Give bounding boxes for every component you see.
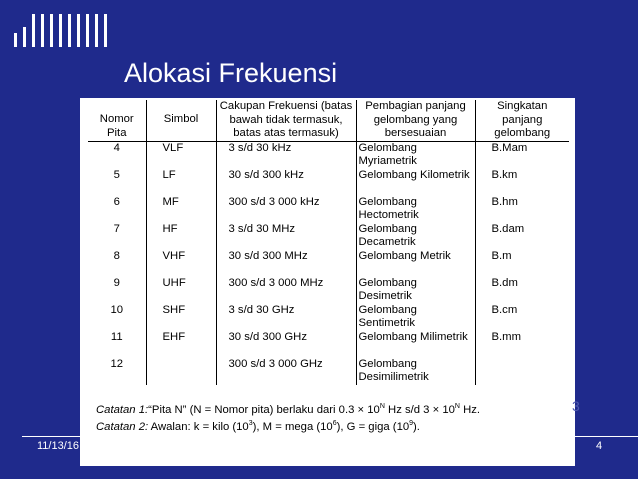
cell-simbol: [146, 358, 216, 385]
cell-nomor: 4: [113, 141, 120, 154]
cell-cakupan: 3 s/d 30 MHz: [216, 223, 356, 250]
decorative-bars: [14, 14, 107, 47]
note-1-sup: N: [454, 403, 460, 410]
cell-pembagian: Gelombang Sentimetrik: [356, 304, 475, 331]
header-simbol: Simbol: [146, 100, 216, 141]
header-pembagian: Pembagian panjang gelombang yang bersesuaian: [356, 100, 475, 141]
cell-singkatan: B.hm: [475, 196, 569, 223]
cell-pembagian: Gelombang Hectometrik: [356, 196, 475, 223]
footer-rule: [22, 436, 638, 437]
cell-singkatan: B.m: [475, 250, 569, 277]
note-1-text: Hz.: [459, 403, 481, 416]
cell-cakupan: 3 s/d 30 kHz: [216, 141, 356, 169]
note-1-text: Hz s/d 3 × 10: [384, 403, 455, 416]
cell-simbol: UHF: [146, 277, 216, 304]
note-2-text: ).: [413, 421, 420, 434]
cell-simbol: VHF: [146, 250, 216, 277]
cell-nomor: 5: [113, 168, 120, 181]
table-header-row: [88, 100, 569, 141]
cell-cakupan: 300 s/d 3 000 MHz: [216, 277, 356, 304]
cell-pembagian: Gelombang Myriametrik: [356, 141, 475, 169]
table-row: [88, 196, 569, 223]
cell-cakupan: 3 s/d 30 GHz: [216, 304, 356, 331]
cell-nomor: 7: [113, 222, 120, 235]
cell-pembagian: Gelombang Decametrik: [356, 223, 475, 250]
header-cakupan: Cakupan Frekuensi (batas bawah tidak termasuk, batas atas termasuk): [216, 100, 356, 141]
footer-date: 11/13/16: [37, 440, 80, 452]
table-row: [88, 304, 569, 331]
note-1-label: Catatan 1:: [96, 403, 149, 416]
slide-title: Alokasi Frekuensi: [124, 58, 338, 88]
cell-nomor: 12: [110, 357, 124, 370]
cell-nomor: 10: [110, 303, 124, 316]
note-1-sup: N: [379, 403, 385, 410]
cell-pembagian: Gelombang Kilometrik: [356, 169, 475, 196]
note-1: [96, 400, 562, 417]
cell-singkatan: B.dam: [475, 223, 569, 250]
table-row: [88, 331, 569, 358]
note-2-text: Awalan: k = kilo (10: [148, 421, 249, 434]
cell-simbol: VLF: [146, 141, 216, 169]
cell-singkatan: B.dm: [475, 277, 569, 304]
cell-singkatan: B.Mam: [475, 141, 569, 169]
cell-simbol: LF: [146, 169, 216, 196]
cell-simbol: HF: [146, 223, 216, 250]
table-row: [88, 277, 569, 304]
cell-cakupan: 30 s/d 300 GHz: [216, 331, 356, 358]
note-2-sup: 9: [409, 420, 414, 428]
cell-pembagian: Gelombang Metrik: [356, 250, 475, 277]
cell-singkatan: [475, 358, 569, 385]
header-nomor: Nomor Pita: [88, 100, 146, 141]
cell-cakupan: 30 s/d 300 kHz: [216, 169, 356, 196]
note-2-text: ), G = giga (10: [336, 421, 410, 434]
cell-singkatan: B.mm: [475, 331, 569, 358]
cell-pembagian: Gelombang Milimetrik: [356, 331, 475, 358]
table-row: [88, 250, 569, 277]
cell-nomor: 9: [113, 276, 120, 289]
cell-simbol: SHF: [146, 304, 216, 331]
page-number: 4: [596, 440, 603, 452]
cell-simbol: MF: [146, 196, 216, 223]
cell-nomor: 6: [113, 195, 120, 208]
note-2-text: ), M = mega (10: [252, 421, 333, 434]
table-row: [88, 223, 569, 250]
header-singkatan: Singkatan panjang gelombang: [475, 100, 569, 141]
cell-nomor: 8: [113, 249, 120, 262]
frequency-table: [88, 100, 569, 385]
note-1-text: “Pita N” (N = Nomor pita) berlaku dari 0.3 × 10: [148, 403, 380, 416]
cell-pembagian: Gelombang Desimilimetrik: [356, 358, 475, 385]
cell-cakupan: 300 s/d 3 000 kHz: [216, 196, 356, 223]
note-2-sup: 6: [332, 420, 337, 428]
table-notes: [96, 400, 562, 435]
cell-simbol: EHF: [146, 331, 216, 358]
note-2: [96, 417, 562, 434]
cell-cakupan: 30 s/d 300 MHz: [216, 250, 356, 277]
cell-singkatan: B.km: [475, 169, 569, 196]
cell-pembagian: Gelombang Desimetrik: [356, 277, 475, 304]
table-row: [88, 169, 569, 196]
note-2-sup: 3: [248, 420, 253, 428]
background-number: 3: [572, 398, 580, 414]
table-row: [88, 141, 569, 169]
note-2-label: Catatan 2:: [96, 421, 149, 434]
cell-nomor: 11: [110, 330, 123, 343]
cell-singkatan: B.cm: [475, 304, 569, 331]
cell-cakupan: 300 s/d 3 000 GHz: [216, 358, 356, 385]
frequency-table-container: [80, 98, 575, 466]
table-row: [88, 358, 569, 385]
